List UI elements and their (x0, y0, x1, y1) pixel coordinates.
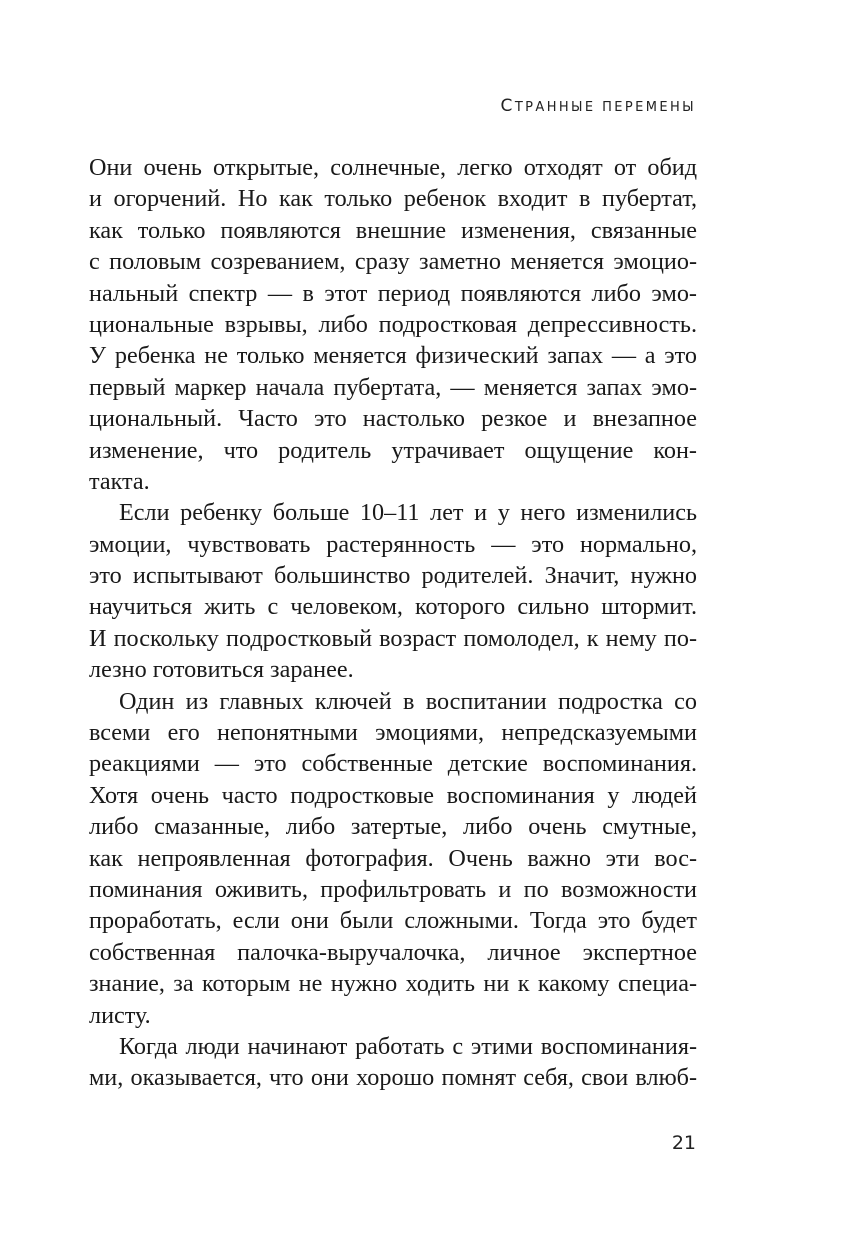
text-line: как непроявленная фотография. Очень важно эти вос- (89, 844, 697, 872)
body-text (89, 152, 697, 1094)
text-line: Один из главных ключей в воспитании подростка со (119, 687, 697, 715)
text-line: И поскольку подростковый возраст помолодел, к нему по- (89, 624, 697, 652)
running-header-initial: С (500, 96, 515, 116)
text-line: реакциями — это собственные детские воспоминания. (89, 750, 697, 778)
text-line: нальный спектр — в этот период появляются либо эмо- (89, 279, 697, 307)
text-line: с половым созреванием, сразу заметно меняется эмоцио- (89, 248, 697, 276)
text-line: всеми его непонятными эмоциями, непредсказуемыми (89, 719, 697, 747)
text-line: первый маркер начала пубертата, — меняется запах эмо- (89, 373, 697, 401)
text-line: изменение, что родитель утрачивает ощущение кон- (89, 436, 697, 464)
text-line: как только появляются внешние изменения, связанные (89, 216, 697, 244)
text-line: проработать, если они были сложными. Тогда это будет (89, 907, 697, 935)
text-line: циональный. Часто это настолько резкое и внезапное (89, 405, 697, 433)
text-line: такта. (89, 467, 150, 495)
text-line: это испытывают большинство родителей. Значит, нужно (89, 562, 697, 590)
text-line: У ребенка не только меняется физический запах — а это (89, 342, 697, 370)
text-line: циональные взрывы, либо подростковая депрессивность. (89, 310, 697, 338)
paragraph (89, 497, 697, 685)
text-line: эмоции, чувствовать растерянность — это нормально, (89, 530, 697, 558)
page-number: 21 (671, 1132, 696, 1154)
text-line: собственная палочка-выручалочка, личное экспертное (89, 938, 697, 966)
paragraph (89, 686, 697, 1031)
text-line: научиться жить с человеком, которого сильно штормит. (89, 593, 697, 621)
running-header (501, 96, 696, 116)
text-line: Когда люди начинают работать с этими воспоминания- (119, 1032, 697, 1060)
text-line: ми, оказывается, что они хорошо помнят себя, свои влюб- (89, 1064, 697, 1092)
text-line: либо смазанные, либо затертые, либо очень смутные, (89, 813, 697, 841)
text-line: и огорчений. Но как только ребенок входит в пубертат, (89, 185, 697, 213)
text-line: Хотя очень часто подростковые воспоминания у людей (89, 781, 697, 809)
text-line: поминания оживить, профильтровать и по возможности (89, 875, 697, 903)
text-line: Если ребенку больше 10–11 лет и у него изменились (119, 499, 697, 527)
text-line: лезно готовиться заранее. (89, 656, 354, 684)
paragraph (89, 1031, 697, 1094)
running-header-rest: ТРАННЫЕ ПЕРЕМЕНЫ (514, 100, 696, 115)
paragraph (89, 152, 697, 497)
text-line: Они очень открытые, солнечные, легко отходят от обид (89, 154, 697, 181)
text-line: листу. (89, 1001, 151, 1029)
text-line: знание, за которым не нужно ходить ни к какому специа- (89, 970, 697, 998)
